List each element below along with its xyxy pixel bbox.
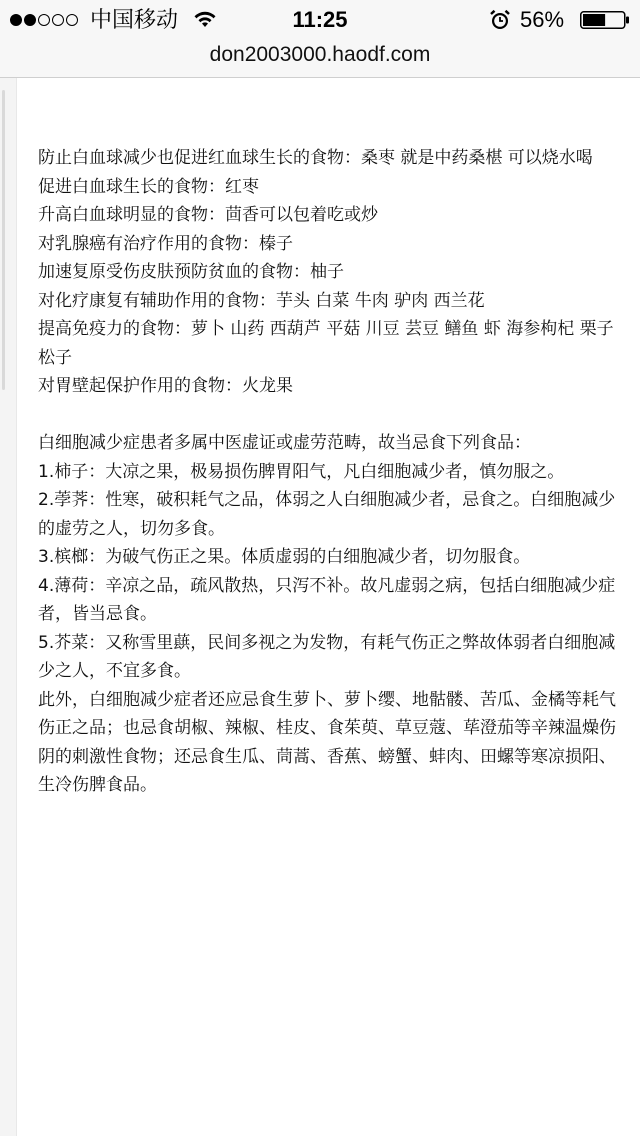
address-bar[interactable] xyxy=(0,40,640,78)
clock: 11:25 xyxy=(292,7,348,32)
avoid-item: 5.芥菜：又称雪里蕻，民间多视之为发物，有耗气伤正之弊故体弱者白细胞减少之人，不宜多食。 xyxy=(38,632,616,681)
food-line: 对乳腺癌有治疗作用的食物：榛子 xyxy=(38,233,293,254)
battery-icon xyxy=(580,11,630,29)
food-line: 提高免疫力的食物：萝卜 山药 西葫芦 平菇 川豆 芸豆 鳝鱼 虾 海参枸杞 栗子 松子 xyxy=(38,319,614,368)
paragraph-gap xyxy=(38,401,618,430)
avoid-item: 1.柿子：大凉之果，极易损伤脾胃阳气，凡白细胞减少者，慎勿服之。 xyxy=(38,461,565,482)
battery-percent: 56% xyxy=(520,7,565,32)
alarm-clock-icon xyxy=(489,9,511,31)
food-line: 对胃壁起保护作用的食物：火龙果 xyxy=(38,376,293,396)
carrier-name: 中国移动 xyxy=(90,7,179,32)
food-line: 加速复原受伤皮肤预防贫血的食物：柚子 xyxy=(38,262,344,282)
avoid-item: 4.薄荷：辛凉之品，疏风散热，只泻不补。故凡虚弱之病，包括白细胞减少症者，皆当忌食。 xyxy=(38,575,616,624)
url-text[interactable]: don2003000.haodf.com xyxy=(209,43,431,66)
closing-paragraph: 此外，白细胞减少症者还应忌食生萝卜、萝卜缨、地骷髅、苦瓜、金橘等耗气伤正之品；也忌食胡椒、辣椒、桂皮、食茱萸、草豆蔻、荜澄茄等辛辣温燥伤阴的刺激性食物；还忌食生瓜、茼蒿、香蕉、螃蟹、蚌肉、田螺等寒凉损阳、生冷伤脾食品。 xyxy=(38,689,616,795)
food-line: 促进白血球生长的食物：红枣 xyxy=(38,176,259,197)
food-line: 升高白血球明显的食物：茴香可以包着吃或炒 xyxy=(38,205,378,225)
food-line: 防止白血球减少也促进红血球生长的食物：桑枣 就是中药桑椹 可以烧水喝 xyxy=(38,148,593,168)
avoid-intro: 白细胞减少症患者多属中医虚证或虚劳范畴，故当忌食下列食品： xyxy=(38,433,531,453)
food-line: 对化疗康复有辅助作用的食物：芋头 白菜 牛肉 驴肉 西兰花 xyxy=(38,290,485,311)
avoid-item: 3.槟榔：为破气伤正之果。体质虚弱的白细胞减少者，切勿服食。 xyxy=(38,547,531,567)
article-body xyxy=(38,144,618,800)
avoid-item: 2.荸荠：性寒，破积耗气之品，体弱之人白细胞减少者，忌食之。白细胞减少的虚劳之人，切勿多食。 xyxy=(38,490,616,539)
status-bar xyxy=(0,0,640,40)
scroll-indicator xyxy=(2,90,5,390)
